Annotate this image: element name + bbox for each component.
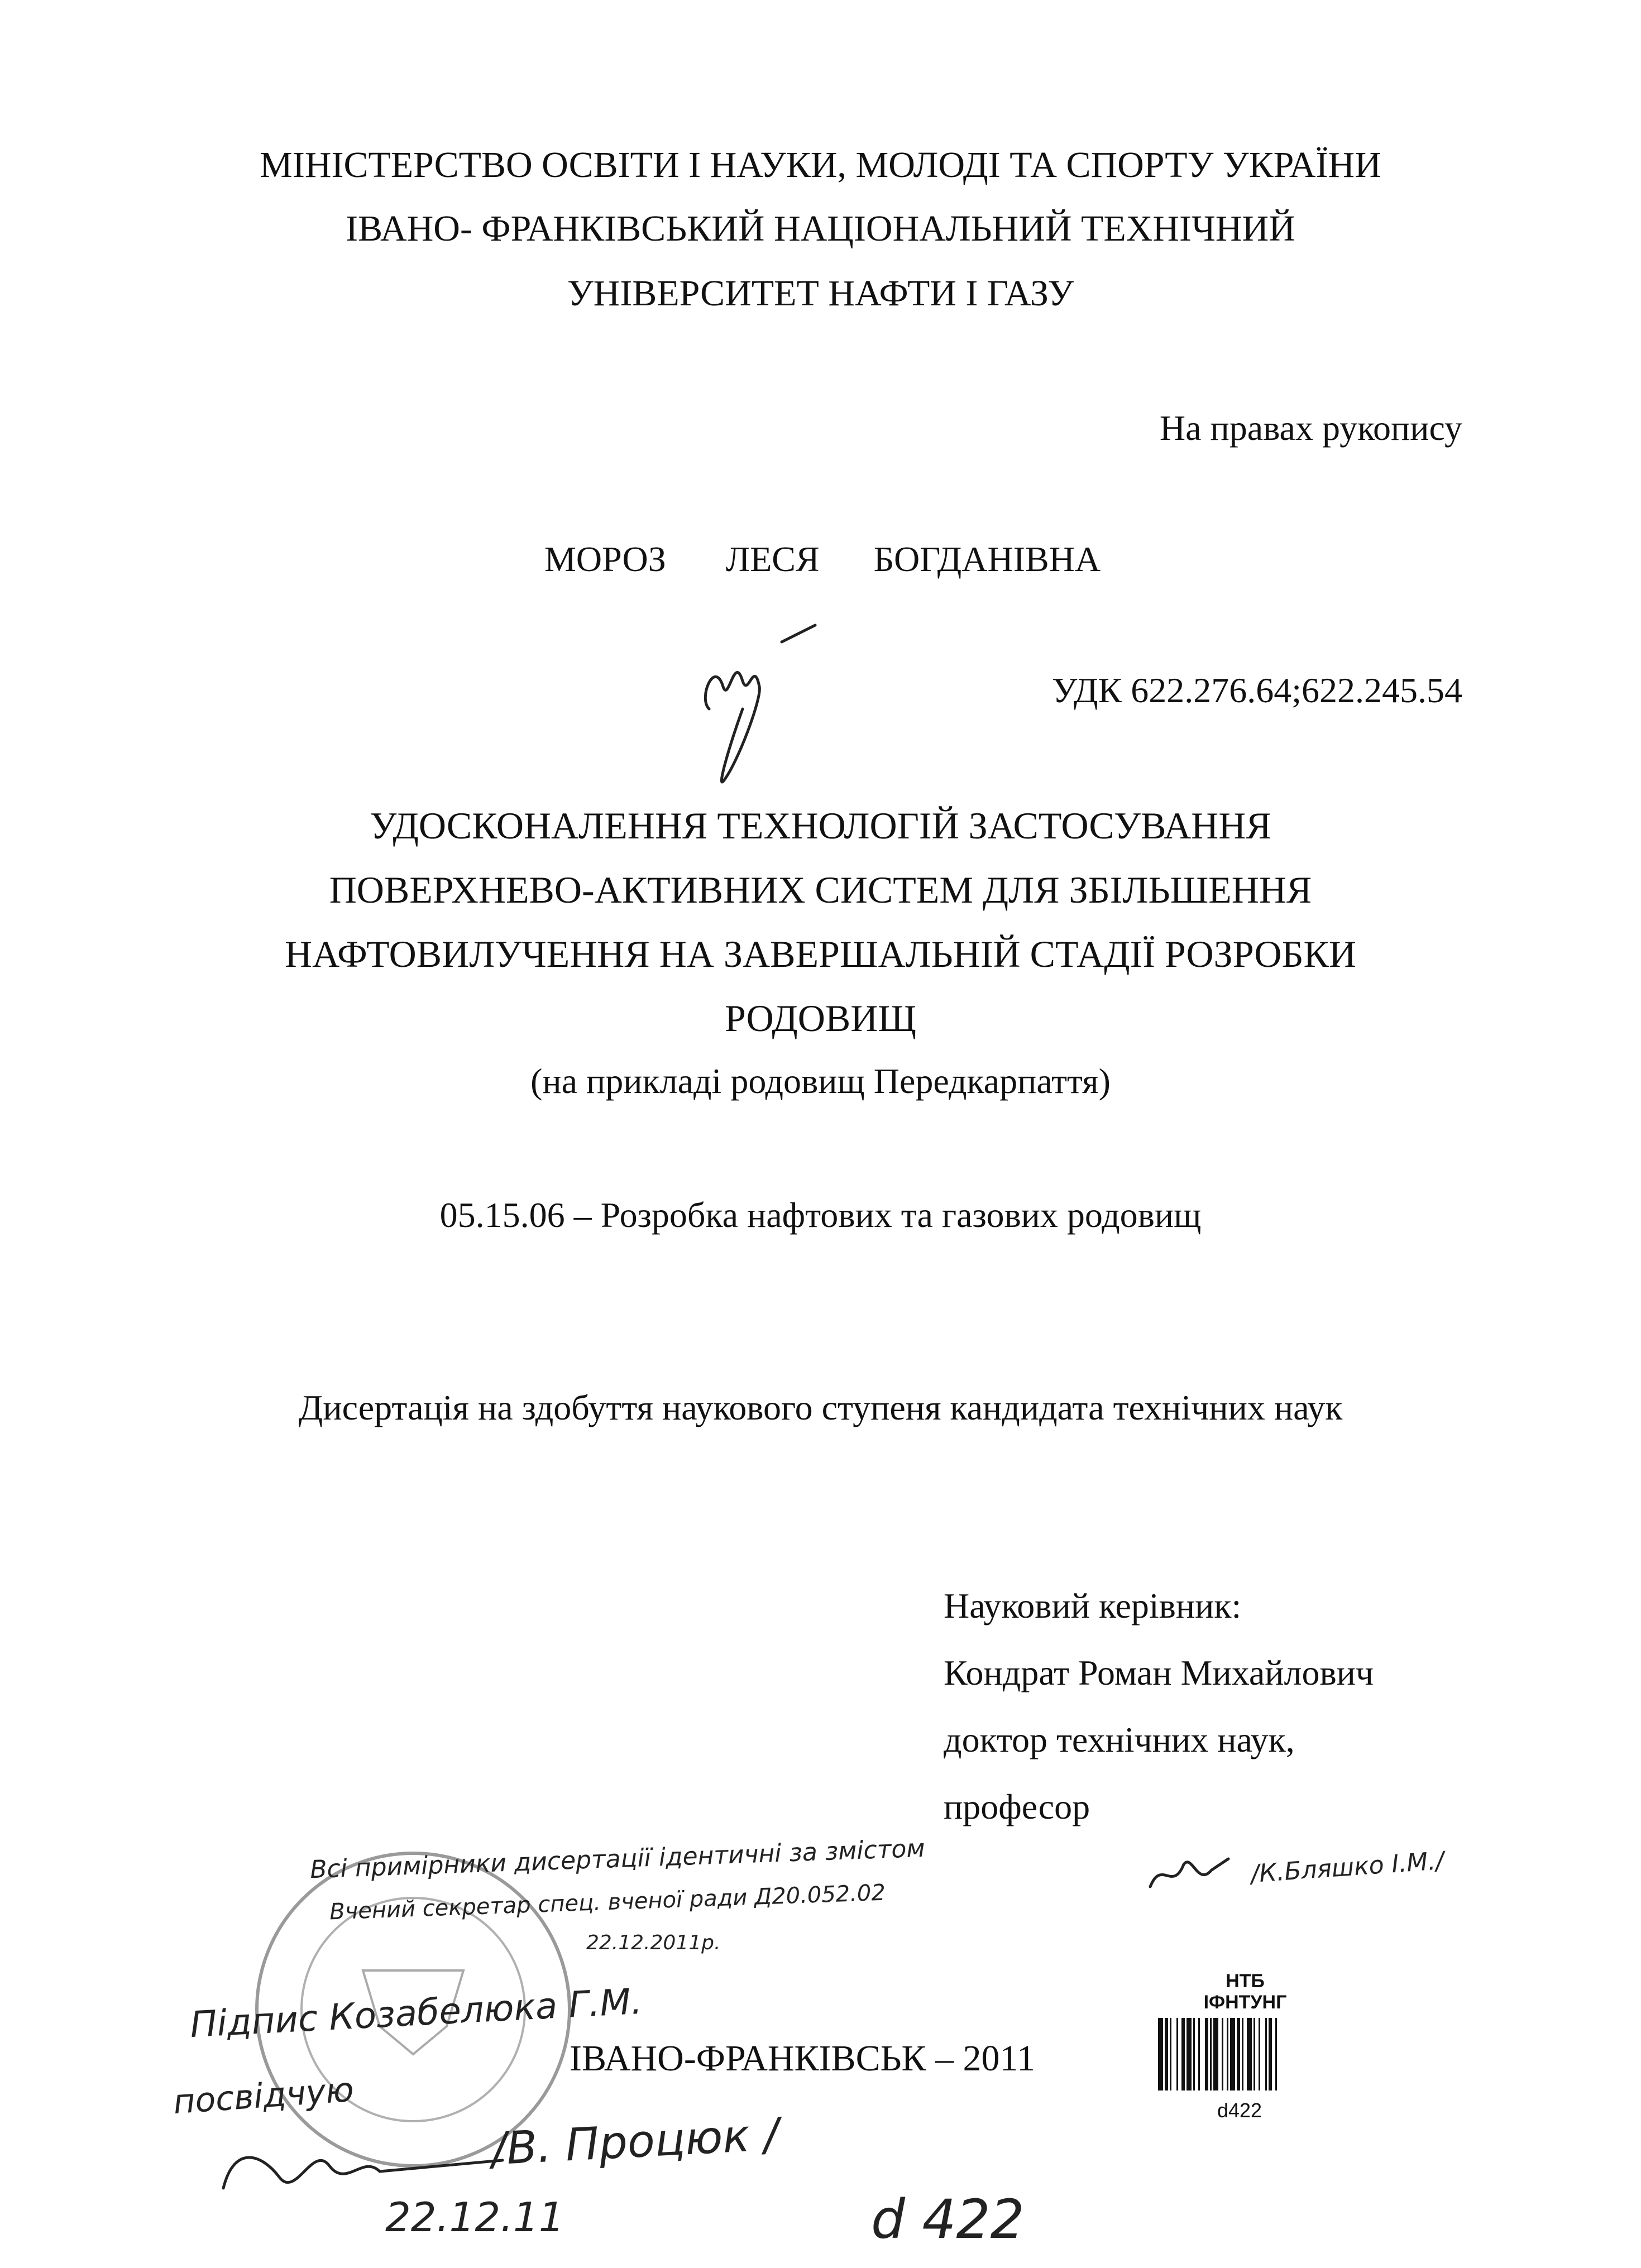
- supervisor-title: професор: [944, 1787, 1090, 1826]
- supervisor-degree: доктор технічних наук,: [944, 1720, 1295, 1759]
- barcode-bar: [1213, 2018, 1218, 2090]
- secretary-signature: [1145, 1848, 1234, 1898]
- barcode-bar: [1222, 2018, 1223, 2090]
- barcode-bar: [1269, 2018, 1272, 2090]
- barcode-bar: [1187, 2018, 1192, 2090]
- ministry-line: МІНІСТЕРСТВО ОСВІТИ І НАУКИ, МОЛОДІ ТА СПОРТУ УКРАЇНИ: [260, 145, 1381, 185]
- author-first-name: ЛЕСЯ: [725, 539, 820, 579]
- handwritten-certifier-name: /В. Процюк /: [490, 2108, 781, 2175]
- handwritten-certify: посвідчую: [171, 2070, 355, 2122]
- handwritten-note-secretary: Вчений секретар спец. вченої ради Д20.052.02: [329, 1879, 886, 1925]
- handwritten-note-identical: Всі примірники дисертації ідентичні за змістом: [309, 1834, 926, 1885]
- barcode-bar: [1230, 2018, 1235, 2090]
- barcode-bar: [1205, 2018, 1208, 2090]
- title-subtitle: (на прикладі родовищ Передкарпаття): [530, 1061, 1111, 1101]
- handwritten-date-2: 22.12.11: [385, 2194, 564, 2241]
- author-surname: МОРОЗ: [544, 539, 666, 579]
- barcode-bar: [1254, 2018, 1255, 2090]
- barcode-bar: [1237, 2018, 1240, 2090]
- barcode-bar: [1176, 2018, 1178, 2090]
- specialty: 05.15.06 – Розробка нафтових та газових родовищ: [439, 1195, 1202, 1235]
- barcode-bar: [1193, 2018, 1195, 2090]
- barcode-bar: [1170, 2018, 1171, 2090]
- barcode-bar: [1275, 2018, 1277, 2090]
- barcode: [1156, 2018, 1323, 2090]
- barcode-bar: [1198, 2018, 1200, 2090]
- title-line-1: УДОСКОНАЛЕННЯ ТЕХНОЛОГІЙ ЗАСТОСУВАННЯ: [370, 804, 1271, 847]
- place-year: ІВАНО-ФРАНКІВСЬК – 2011: [570, 2038, 1036, 2079]
- university-line-1: ІВАНО- ФРАНКІВСЬКИЙ НАЦІОНАЛЬНИЙ ТЕХНІЧНИЙ: [346, 208, 1295, 249]
- dissertation-statement: Дисертація на здобуття наукового ступеня кандидата технічних наук: [298, 1388, 1343, 1427]
- barcode-bar: [1158, 2018, 1163, 2090]
- handwritten-secretary-name: /К.Бляшко І.М./: [1250, 1846, 1445, 1889]
- supervisor-name: Кондрат Роман Михайлович: [944, 1653, 1374, 1692]
- title-line-3: НАФТОВИЛУЧЕННЯ НА ЗАВЕРШАЛЬНІЙ СТАДІЇ РОЗРОБКИ: [285, 933, 1356, 975]
- author-signature: [687, 620, 854, 787]
- handwritten-signature-certified: Підпис Козабелюка Г.М.: [189, 1981, 643, 2046]
- barcode-bar: [1259, 2018, 1260, 2090]
- barcode-bar: [1242, 2018, 1243, 2090]
- barcode-bar: [1227, 2018, 1228, 2090]
- library-stamp: [1195, 1970, 1295, 2013]
- barcode-bar: [1165, 2018, 1168, 2090]
- barcode-bar: [1265, 2018, 1267, 2090]
- library-stamp-line-1: НТБ: [1226, 1970, 1265, 1992]
- udc-code: УДК 622.276.64;622.245.54: [1052, 670, 1462, 710]
- barcode-bar: [1210, 2018, 1212, 2090]
- handwritten-date-1: 22.12.2011р.: [586, 1931, 721, 1954]
- handwritten-archive-code: d 422: [871, 2188, 1025, 2251]
- title-line-4: РОДОВИЩ: [725, 997, 916, 1039]
- university-line-2: УНІВЕРСИТЕТ НАФТИ І ГАЗУ: [567, 273, 1074, 314]
- library-stamp-line-2: ІФНТУНГ: [1203, 1992, 1287, 2013]
- author-patronymic: БОГДАНІВНА: [873, 539, 1101, 579]
- author-name: [544, 539, 1101, 580]
- title-line-2: ПОВЕРХНЕВО-АКТИВНИХ СИСТЕМ ДЛЯ ЗБІЛЬШЕННЯ: [329, 869, 1312, 911]
- supervisor-label: Науковий керівник:: [944, 1586, 1242, 1626]
- barcode-bar: [1181, 2018, 1185, 2090]
- barcode-bar: [1247, 2018, 1252, 2090]
- library-code: d422: [1217, 2099, 1262, 2122]
- manuscript-note: На правах рукопису: [1159, 408, 1462, 448]
